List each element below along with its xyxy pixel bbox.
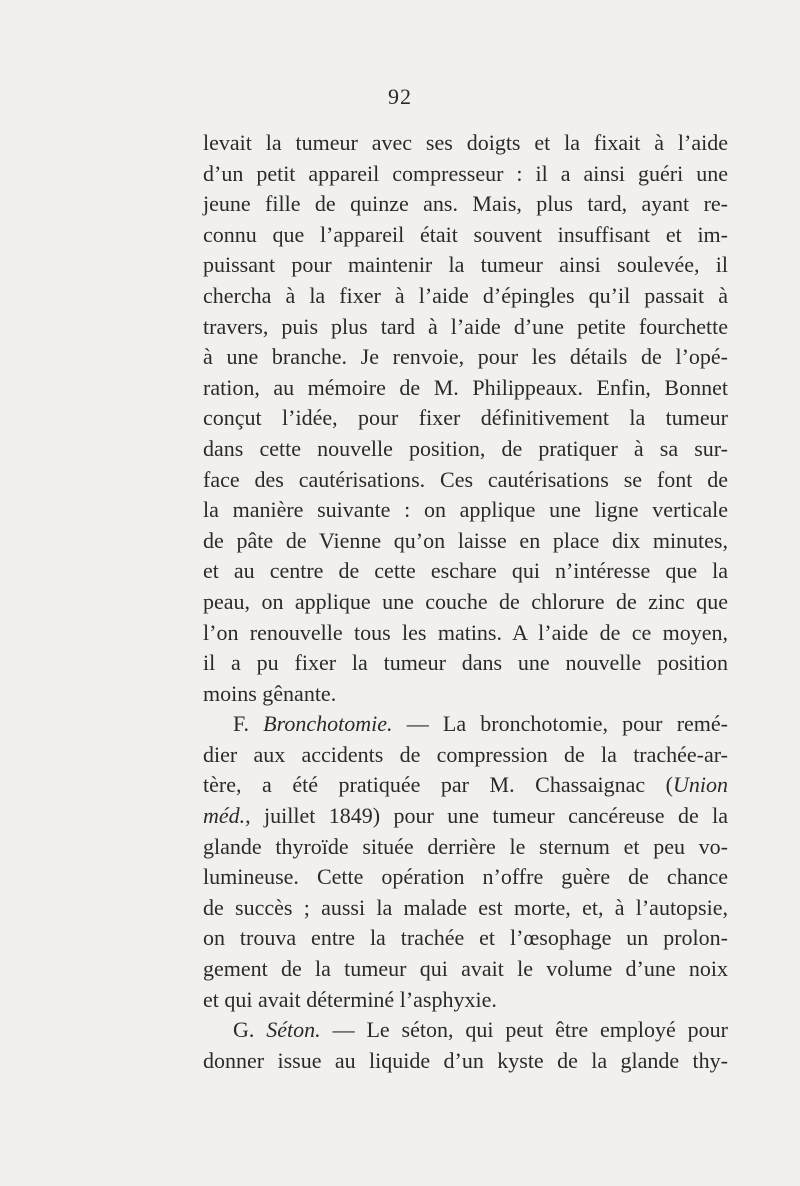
- text-line: dier aux accidents de compression de la trachée-ar-: [203, 741, 728, 767]
- text-line: donner issue au liquide d’un kyste de la glande thy-: [203, 1047, 728, 1073]
- text-run: tère, a été pratiquée par M. Chassaignac (: [203, 772, 673, 798]
- text-line: ration, au mémoire de M. Philippeaux. Enfin, Bonnet: [203, 374, 728, 400]
- text-line: il a pu fixer la tumeur dans une nouvelle position: [203, 650, 728, 676]
- text-line: gement de la tumeur qui avait le volume d’une noix: [203, 956, 728, 982]
- citation-title: Union: [673, 772, 728, 798]
- text-line-with-citation: [203, 801, 728, 832]
- text-run: , juillet 1849) pour une tumeur cancéreuse de la: [245, 803, 728, 829]
- text-line: la manière suivante : on applique une ligne verticale: [203, 497, 728, 523]
- text-line: on trouva entre la trachée et l’œsophage un prolon-: [203, 925, 728, 951]
- paragraph-g-heading-line: [203, 1015, 728, 1046]
- paragraph-f-heading-line: [203, 709, 728, 740]
- text-line: de pâte de Vienne qu’on laisse en place dix minutes,: [203, 527, 728, 553]
- text-line: levait la tumeur avec ses doigts et la fixait à l’aide: [203, 130, 728, 155]
- section-marker: F.: [233, 711, 264, 737]
- text-line: connu que l’appareil était souvent insuffisant et im-: [203, 221, 728, 247]
- text-line: face des cautérisations. Ces cautérisations se font de: [203, 466, 728, 492]
- text-line: de succès ; aussi la malade est morte, et, à l’autopsie,: [203, 894, 728, 920]
- text-line: l’on renouvelle tous les matins. A l’aide de ce moyen,: [203, 619, 728, 645]
- section-marker: G.: [233, 1017, 267, 1043]
- text-line: et qui avait déterminé l’asphyxie.: [203, 986, 497, 1012]
- text-line: moins gênante.: [203, 680, 337, 706]
- section-title-seton: Séton.: [266, 1017, 321, 1043]
- text-line: peau, on applique une couche de chlorure de zinc que: [203, 588, 728, 614]
- text-line: et au centre de cette eschare qui n’intéresse que la: [203, 558, 728, 584]
- body-text: [203, 128, 728, 1076]
- text-line: lumineuse. Cette opération n’offre guère de chance: [203, 864, 728, 890]
- text-line: glande thyroïde située derrière le sternum et peu vo-: [203, 833, 728, 859]
- text-line: travers, puis plus tard à l’aide d’une petite fourchette: [203, 313, 728, 339]
- text-line: à une branche. Je renvoie, pour les détails de l’opé-: [203, 344, 728, 370]
- text-line: puissant pour maintenir la tumeur ainsi soulevée, il: [203, 252, 728, 278]
- text-line: chercha à la fixer à l’aide d’épingles qu’il passait à: [203, 282, 728, 308]
- text-line-with-citation: [203, 770, 728, 801]
- section-title-bronchotomie: Bronchotomie.: [263, 711, 393, 737]
- citation-title: méd.: [203, 803, 246, 829]
- text-line: d’un petit appareil compresseur : il a ainsi guéri une: [203, 160, 728, 186]
- page-number: 92: [388, 84, 412, 109]
- text-line: jeune fille de quinze ans. Mais, plus tard, ayant re-: [203, 191, 728, 217]
- text-line: conçut l’idée, pour fixer définitivement la tumeur: [203, 405, 728, 431]
- text-run: — La bronchotomie, pour remé-: [392, 711, 728, 737]
- text-line: dans cette nouvelle position, de pratiquer à sa sur-: [203, 435, 728, 461]
- text-run: — Le séton, qui peut être employé pour: [320, 1017, 728, 1043]
